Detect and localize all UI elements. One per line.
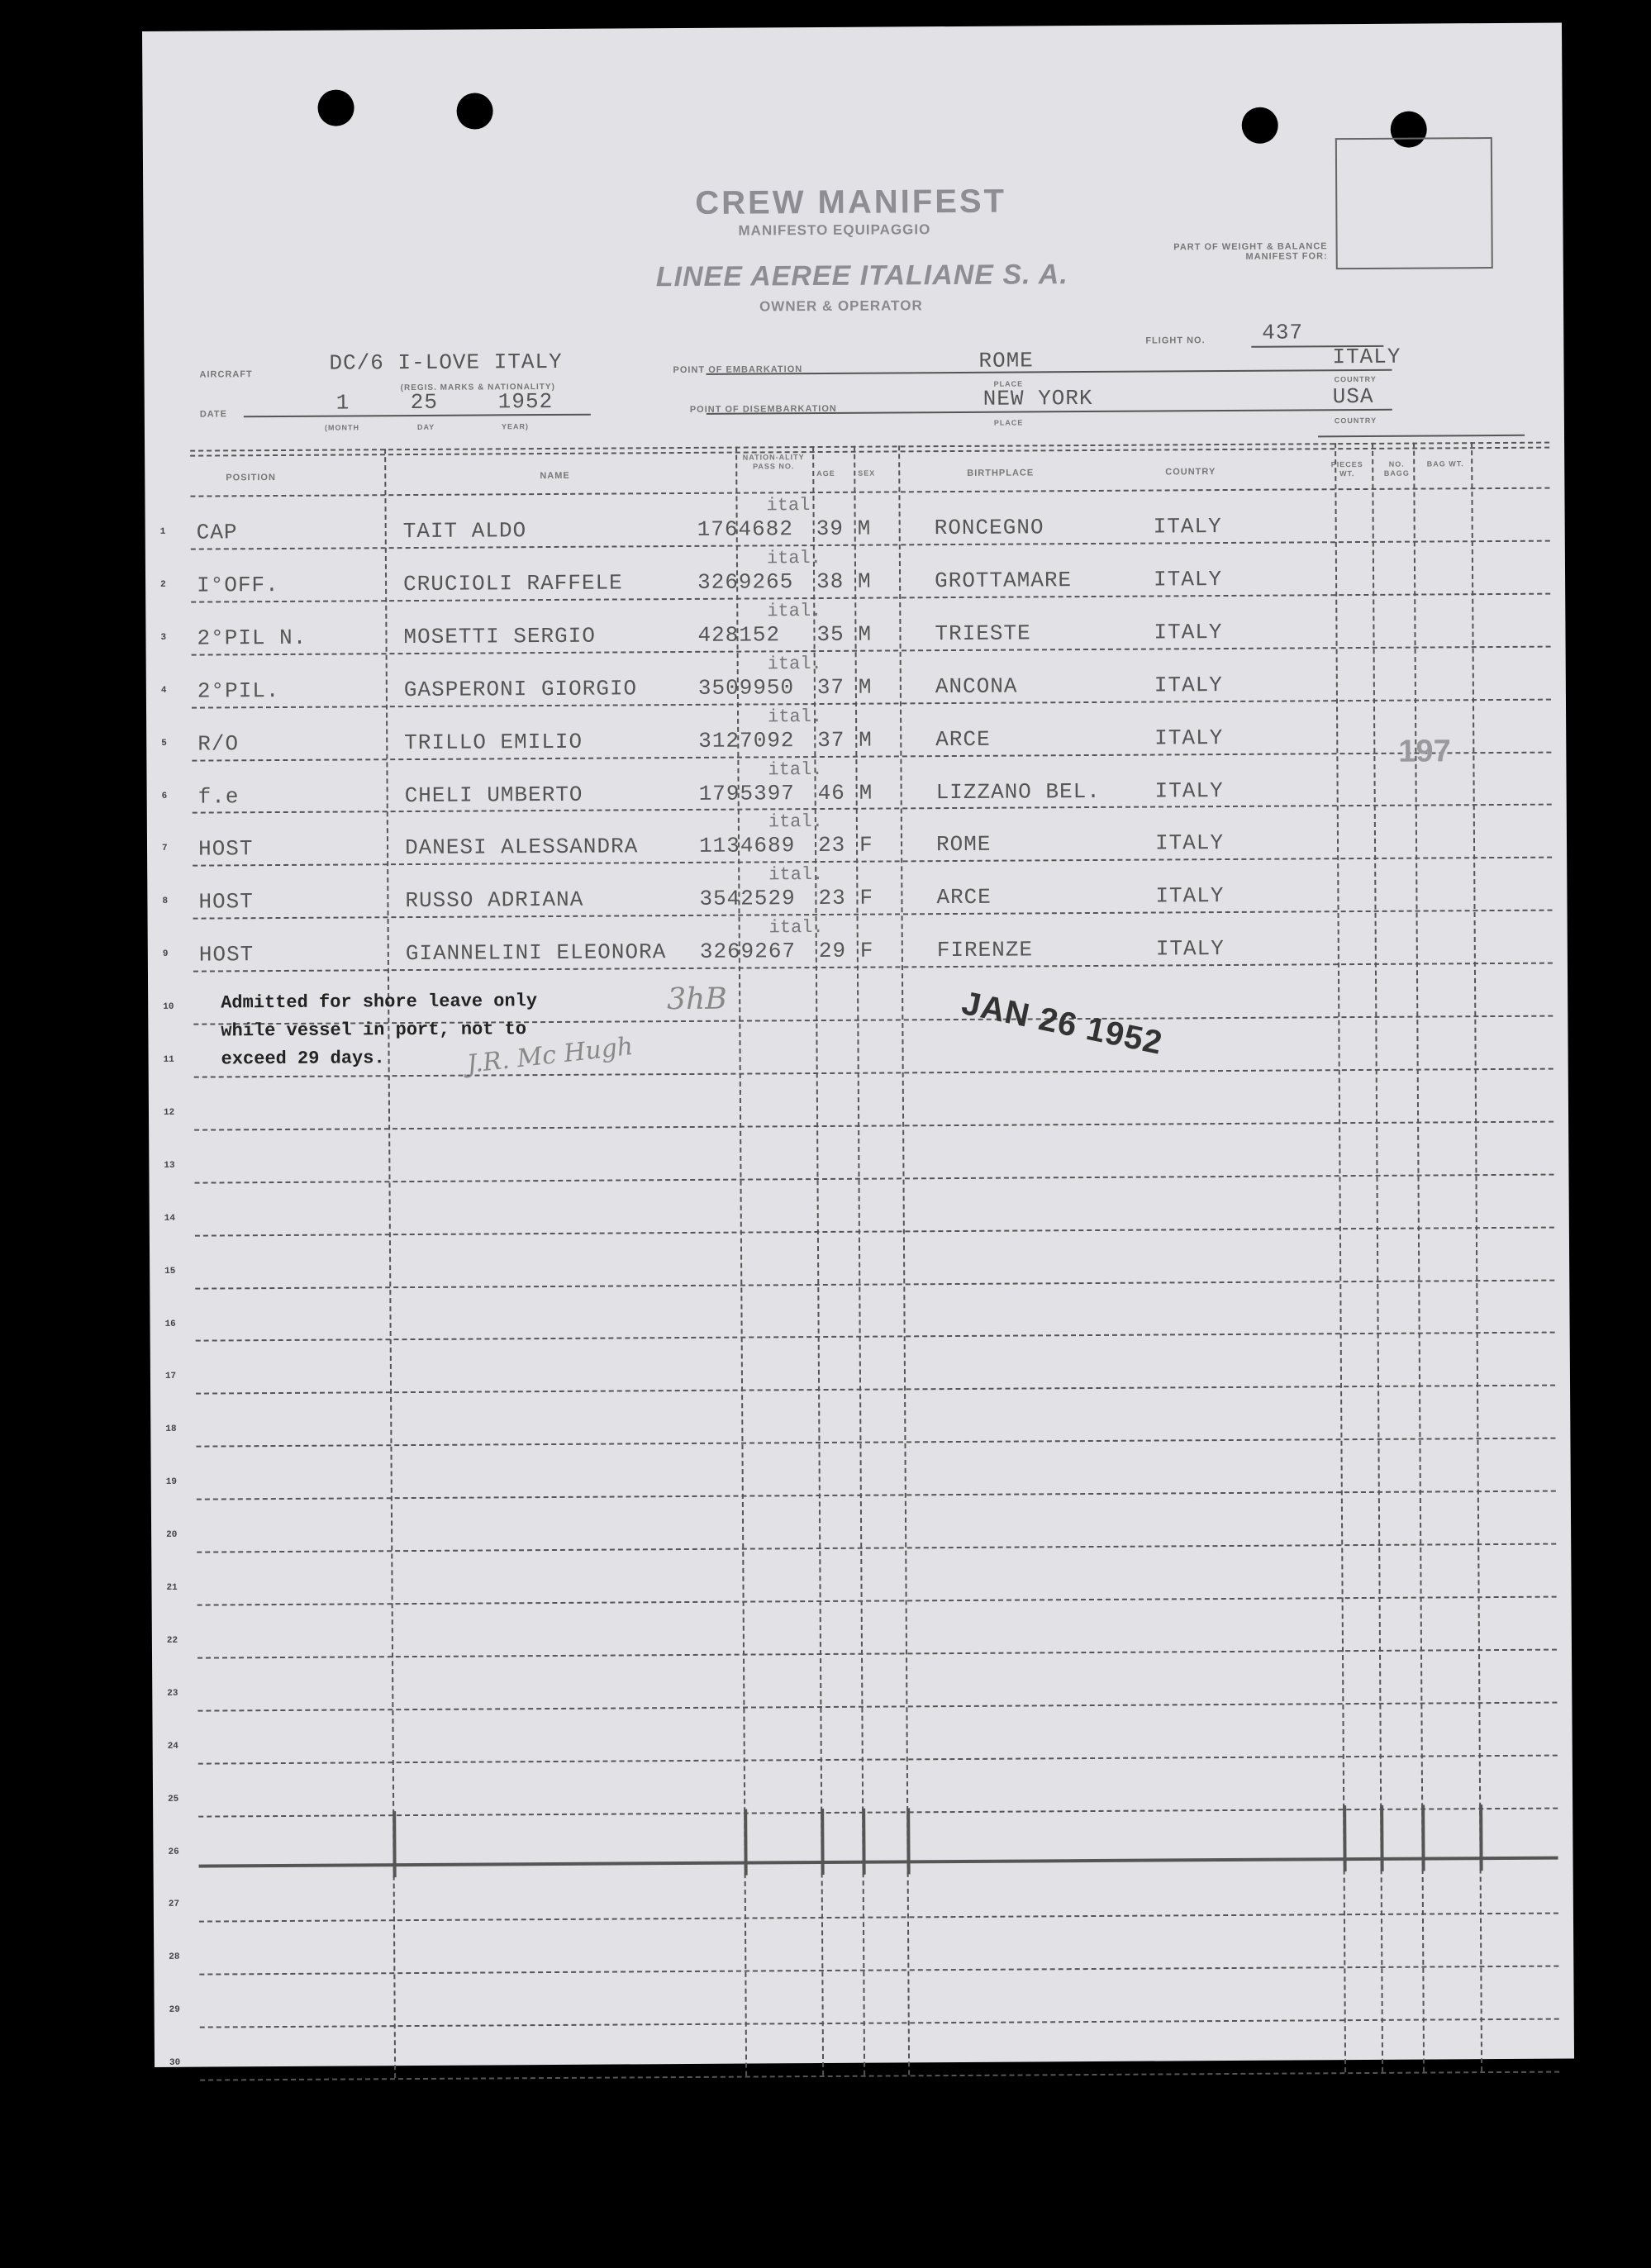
embark-label: POINT OF EMBARKATION [673, 364, 803, 376]
crew-sex: F [859, 885, 874, 911]
crew-passport: 1134689 [698, 833, 796, 859]
crew-sex: M [857, 516, 872, 541]
row-number: 19 [165, 1476, 177, 1488]
table-rule [195, 1279, 1554, 1289]
table-column-rule [906, 1808, 910, 1874]
table-rule [191, 592, 1550, 602]
crew-name: TAIT ALDO [402, 518, 527, 544]
crew-age: 35 [816, 621, 845, 647]
table-rule [196, 1438, 1555, 1448]
row-number: 21 [166, 1582, 178, 1593]
table-rule [197, 1595, 1557, 1605]
weight-balance-box [1335, 137, 1493, 269]
crew-passport: 1795397 [698, 780, 795, 806]
crew-passport: 3542529 [699, 886, 796, 912]
table-rule [197, 1701, 1557, 1711]
date-stamp: JAN 26 1952 [959, 984, 1166, 1062]
crew-name: GASPERONI GIORGIO [403, 676, 638, 702]
table-rule [197, 1648, 1557, 1658]
crew-age: 23 [817, 833, 846, 858]
manifest-page [142, 23, 1574, 2067]
table-rule [197, 1543, 1556, 1553]
crew-age: 46 [817, 780, 845, 806]
table-rule [190, 487, 1549, 497]
crew-age: 37 [817, 727, 845, 753]
crew-nationality: ital. [767, 653, 822, 675]
crew-birthplace: ROME [935, 832, 992, 858]
crew-passport: 3269267 [699, 939, 797, 965]
disembark-place-label: PLACE [993, 418, 1024, 427]
row-number: 13 [164, 1160, 175, 1171]
crew-country: ITALY [1155, 936, 1225, 962]
table-rule [200, 2018, 1559, 2028]
note-line-2: while vessel in port, not to [221, 1019, 527, 1042]
crew-sex: M [858, 674, 873, 700]
row-number: 8 [162, 896, 169, 907]
table-rule [195, 1226, 1554, 1236]
crew-position: CAP [196, 520, 238, 545]
table-rule [196, 1385, 1555, 1395]
row-number: 7 [162, 844, 168, 854]
col-position: POSITION [226, 473, 276, 483]
crew-birthplace: ARCE [935, 726, 991, 752]
crew-nationality: ital. [767, 600, 822, 622]
table-rule [197, 1491, 1556, 1500]
note-line-1: Admitted for shore leave only [221, 991, 538, 1014]
crew-birthplace: GROTTAMARE [934, 568, 1073, 594]
date-year: 1952 [497, 388, 554, 415]
crew-sex: F [859, 833, 873, 858]
flight-no-value: 437 [1262, 320, 1304, 345]
crew-country: ITALY [1155, 883, 1225, 909]
crew-birthplace: ANCONA [935, 673, 1018, 699]
month-label: (MONTH [324, 423, 359, 432]
crew-country: ITALY [1153, 566, 1223, 592]
date-month: 1 [335, 390, 350, 416]
crew-name: CHELI UMBERTO [404, 782, 583, 808]
table-rule [193, 804, 1552, 814]
day-label: DAY [416, 422, 435, 431]
field-line [1318, 435, 1525, 438]
table-rule [192, 698, 1551, 708]
crew-country: ITALY [1153, 514, 1222, 540]
crew-age: 39 [816, 516, 845, 542]
crew-passport: 3269265 [697, 569, 794, 595]
note-signature: J.R. Mc Hugh [465, 1031, 635, 1080]
crew-birthplace: TRIESTE [935, 620, 1031, 646]
col-sex: SEX [858, 468, 876, 478]
note-line-3: exceed 29 days. [221, 1048, 385, 1070]
row-number: 6 [161, 791, 168, 801]
table-rule [199, 1857, 1558, 1868]
crew-position: 2°PIL N. [197, 625, 307, 651]
manifest-title-sub: MANIFESTO EQUIPAGGIO [738, 221, 931, 239]
row-number: 27 [168, 1900, 180, 1910]
table-column-rule [744, 1809, 747, 1875]
table-rule [200, 2071, 1559, 2081]
table-column-rule [1479, 1804, 1482, 1871]
date-day: 25 [410, 389, 439, 416]
crew-birthplace: ARCE [936, 885, 992, 911]
crew-country: ITALY [1154, 830, 1225, 856]
col-birthplace: BIRTHPLACE [967, 468, 1035, 478]
col-pieces: PIECES WT. [1330, 459, 1363, 478]
table-rule [192, 751, 1551, 761]
disembark-country: USA [1332, 383, 1374, 410]
field-line [707, 369, 1392, 375]
crew-sex: M [857, 568, 872, 594]
disembark-label: POINT OF DISEMBARKATION [689, 403, 837, 415]
row-number: 20 [166, 1529, 178, 1540]
crew-nationality: ital. [768, 917, 824, 939]
crew-country: ITALY [1154, 619, 1223, 645]
crew-nationality: ital [766, 495, 811, 516]
crew-nationality: ital. [766, 547, 822, 569]
embark-country-label: COUNTRY [1334, 374, 1377, 384]
crew-nationality: ital. [768, 864, 824, 886]
table-rule [192, 645, 1551, 655]
year-label: YEAR) [501, 422, 529, 431]
company-sub: OWNER & OPERATOR [759, 297, 923, 315]
table-column-rule [862, 1808, 865, 1874]
col-country: COUNTRY [1165, 467, 1216, 478]
col-bag-wt: BAG WT. [1426, 459, 1464, 468]
table-column-rule [821, 1808, 824, 1874]
table-rule [198, 1807, 1558, 1817]
punch-hole [1242, 107, 1278, 144]
crew-name: RUSSO ADRIANA [405, 887, 584, 914]
row-number: 3 [160, 632, 167, 643]
table-rule [193, 857, 1552, 867]
disembark-place: NEW YORK [983, 385, 1093, 411]
note-initials: 3hB [667, 982, 727, 1017]
embark-place: ROME [978, 348, 1034, 373]
row-number: 11 [163, 1054, 174, 1065]
crew-birthplace: FIRENZE [936, 937, 1034, 963]
row-number: 14 [164, 1213, 176, 1224]
crew-nationality: ital. [768, 758, 823, 780]
punch-hole [317, 89, 354, 126]
row-number: 5 [161, 738, 167, 749]
table-rule [198, 1754, 1558, 1764]
crew-age: 38 [816, 568, 845, 594]
table-rule [199, 1966, 1558, 1976]
crew-position: HOST [198, 889, 254, 915]
table-rule [195, 1173, 1554, 1183]
table-rule [196, 1332, 1555, 1342]
flight-no-label: FLIGHT NO. [1145, 335, 1206, 346]
crew-position: HOST [198, 942, 255, 968]
crew-passport: 3509950 [697, 674, 795, 701]
row-number: 25 [168, 1794, 179, 1804]
crew-position: I°OFF. [197, 572, 279, 598]
col-age: AGE [816, 468, 835, 478]
crew-age: 29 [818, 939, 847, 964]
crew-passport: 1764682 [697, 516, 794, 542]
table-column-rule [393, 1811, 396, 1877]
row-number: 29 [169, 2004, 180, 2016]
embark-place-label: PLACE [993, 379, 1024, 388]
row-number: 1 [159, 526, 166, 537]
crew-nationality: ital. [768, 811, 823, 833]
crew-passport: 3127092 [698, 727, 795, 754]
row-number: 18 [165, 1424, 177, 1435]
manifest-title: CREW MANIFEST [695, 183, 1007, 221]
crew-sex: F [859, 938, 874, 963]
crew-position: HOST [197, 836, 254, 862]
company-name: LINEE AEREE ITALIANE S. A. [655, 259, 1068, 293]
row-number: 15 [164, 1266, 176, 1277]
crew-birthplace: RONCEGNO [934, 515, 1044, 541]
aircraft-value: DC/6 I-LOVE ITALY [329, 349, 563, 376]
row-number: 2 [160, 579, 166, 590]
row-number: 12 [163, 1107, 175, 1118]
col-name: NAME [540, 470, 570, 482]
crew-age: 37 [816, 674, 845, 700]
crew-sex: M [859, 780, 873, 806]
table-rule [193, 910, 1553, 920]
disembark-country-label: COUNTRY [1334, 416, 1377, 426]
crew-name: MOSETTI SERGIO [403, 623, 597, 649]
crew-name: GIANNELINI ELEONORA [405, 939, 667, 967]
embark-country: ITALY [1332, 344, 1401, 370]
row-number: 17 [164, 1372, 177, 1382]
row-number: 26 [168, 1847, 179, 1857]
table-column-rule [1343, 1805, 1346, 1871]
table-rule [199, 1913, 1558, 1923]
crew-country: ITALY [1154, 725, 1224, 751]
table-rule [194, 1120, 1553, 1130]
date-line [244, 414, 591, 418]
crew-name: CRUCIOLI RAFFELE [403, 570, 623, 597]
crew-sex: M [858, 621, 873, 647]
table-rule [193, 963, 1553, 972]
crew-country: ITALY [1154, 672, 1223, 698]
col-nationality: NATION-ALITY PASS NO. [742, 453, 805, 471]
crew-country: ITALY [1154, 777, 1224, 804]
margin-number: 197 [1398, 734, 1451, 769]
crew-age: 23 [818, 886, 846, 911]
crew-position: 2°PIL. [197, 678, 280, 704]
crew-sex: M [859, 727, 873, 753]
aircraft-label: AIRCRAFT [199, 369, 253, 380]
weight-balance-label: PART OF WEIGHT & BALANCE MANIFEST FOR: [1173, 241, 1328, 262]
table-column-rule [1380, 1804, 1383, 1871]
row-number: 4 [160, 685, 167, 696]
row-number: 10 [163, 1001, 174, 1012]
crew-position: R/O [197, 730, 240, 757]
crew-name: TRILLO EMILIO [404, 729, 583, 755]
crew-position: f.e [197, 783, 240, 810]
date-label: DATE [199, 409, 228, 420]
punch-hole [456, 93, 492, 129]
regis-label: (REGIS. MARKS & NATIONALITY) [400, 382, 555, 393]
row-number: 22 [166, 1635, 178, 1646]
row-number: 30 [169, 2057, 181, 2068]
row-number: 9 [162, 949, 169, 960]
table-rule [194, 1067, 1553, 1077]
row-number: 23 [167, 1688, 178, 1699]
row-number: 24 [167, 1741, 178, 1752]
crew-birthplace: LIZZANO BEL. [935, 778, 1101, 805]
crew-nationality: ital. [768, 706, 823, 727]
crew-name: DANESI ALESSANDRA [404, 834, 639, 861]
row-number: 16 [164, 1319, 176, 1329]
crew-passport: 428152 [697, 622, 781, 648]
row-number: 28 [169, 1952, 180, 1963]
table-column-rule [1421, 1804, 1425, 1871]
table-rule [191, 540, 1550, 549]
col-baggage: NO. BAGG [1383, 459, 1410, 478]
